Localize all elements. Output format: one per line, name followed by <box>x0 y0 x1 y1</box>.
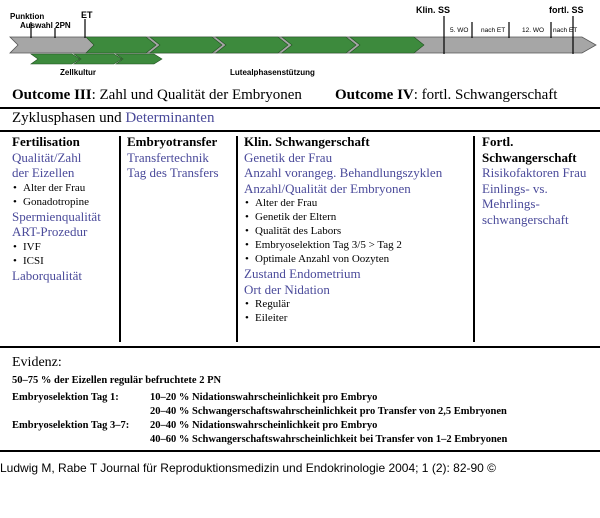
label-fortl-ss: fortl. SS <box>549 5 584 15</box>
fertilisation-list-1 <box>12 181 117 209</box>
label-klin-ss: Klin. SS <box>416 5 451 15</box>
list-item: • Gonadotropine <box>12 195 117 209</box>
luteal-arrows-main <box>86 37 424 53</box>
tick-nach-et-1: nach ET <box>481 27 506 34</box>
evidenz-sel1-b: 20–40 % Schwangerschaftswahrscheinlichkeit pro Transfer von 2,5 Embryonen <box>150 406 507 417</box>
fertilisation-t5: Laborqualität <box>12 267 83 283</box>
rule-top <box>0 107 600 109</box>
outcome-iv-text: : fortl. Schwangerschaft <box>413 87 558 103</box>
label-et: ET <box>81 10 93 20</box>
klin-t3: Anzahl/Qualität der Embryonen <box>244 180 411 196</box>
label-lutealphasenstuetzung: Lutealphasenstützung <box>230 68 315 77</box>
fertilisation-t4: ART-Prozedur <box>12 224 88 239</box>
list-item: • Alter der Frau <box>12 181 117 195</box>
outcome-iv <box>335 87 557 104</box>
fertilisation-list-2 <box>12 240 117 268</box>
fertilisation-t1: Qualität/Zahl <box>12 149 82 165</box>
section-title-a: Zyklusphasen und <box>12 110 126 126</box>
list-item: • Optimale Anzahl von Oozyten <box>244 252 472 266</box>
list-item: • Genetik der Eltern <box>244 210 472 224</box>
citation: Ludwig M, Rabe T Journal für Reproduktionsmedizin und Endokrinologie 2004; 1 (2): 82-90 © <box>0 461 497 475</box>
col-sep-3 <box>473 136 475 342</box>
section-title <box>12 110 214 127</box>
outcome-iii-label: Outcome III <box>12 87 92 103</box>
fortl-t2: Einlings- vs. <box>482 180 548 196</box>
fortl-t1: Risikofaktoren Frau <box>482 165 587 180</box>
klin-t2: Anzahl vorangeg. Behandlungszyklen <box>244 165 443 180</box>
fertilisation-t3: Spermienqualität <box>12 208 101 224</box>
rule-columns-top <box>0 130 600 132</box>
section-title-b: Determinanten <box>125 110 215 126</box>
fertilisation-t2: der Eizellen <box>12 165 75 180</box>
tick-5-wo: 5. WO <box>450 27 469 34</box>
col-sep-1 <box>119 136 121 342</box>
label-zellkultur: Zellkultur <box>60 68 97 77</box>
evidenz-sel2-b: 40–60 % Schwangerschaftswahrscheinlichkeit bei Transfer von 1–2 Embryonen <box>150 434 508 445</box>
fortl-header-2: Schwangerschaft <box>482 149 577 165</box>
list-item: • Eileiter <box>244 311 472 325</box>
tick-12-wo: 12. WO <box>522 27 545 34</box>
klin-list-1 <box>244 196 472 266</box>
column-fertilisation <box>12 134 117 283</box>
evidenz-sel1-a: 10–20 % Nidationswahrscheinlichkeit pro Embryo <box>150 392 378 403</box>
evidenz-sel1-label: Embryoselektion Tag 1: <box>12 392 119 403</box>
klin-list-2 <box>244 297 472 325</box>
evidenz-title: Evidenz: <box>12 355 62 370</box>
outcome-iii-text: : Zahl und Qualität der Embryonen <box>91 87 302 103</box>
klin-t5: Ort der Nidation <box>244 281 330 297</box>
klin-t4: Zustand Endometrium <box>244 266 361 281</box>
fertilisation-header: Fertilisation <box>12 134 80 149</box>
evidenz-line-1: 50–75 % der Eizellen regulär befruchtete 2 PN <box>12 375 222 386</box>
list-item: • Qualität des Labors <box>244 224 472 238</box>
fortl-header-1: Fortl. <box>482 134 514 149</box>
embryotransfer-t1: Transfertechnik <box>127 149 209 165</box>
list-item: • Embryoselektion Tag 3/5 > Tag 2 <box>244 238 472 252</box>
embryotransfer-t2: Tag des Transfers <box>127 165 219 180</box>
outcome-iv-label: Outcome IV <box>335 87 414 103</box>
evidenz-sel2-label: Embryoselektion Tag 3–7: <box>12 420 130 431</box>
label-punktion: Punktion <box>10 12 45 21</box>
column-fortl-schwangerschaft <box>482 134 598 227</box>
col-sep-2 <box>236 136 238 342</box>
fortl-t3: Mehrlings- <box>482 196 540 211</box>
tick-nach-et-2: nach ET <box>553 27 578 34</box>
rule-evidenz <box>0 346 600 348</box>
evidenz-sel2-a: 20–40 % Nidationswahrscheinlichkeit pro Embryo <box>150 420 378 431</box>
rule-bottom <box>0 450 600 452</box>
list-item: • Regulär <box>244 297 472 311</box>
column-klin-schwangerschaft <box>244 134 472 325</box>
list-item: • IVF <box>12 240 117 254</box>
fortl-t4: schwangerschaft <box>482 211 569 227</box>
klin-t1: Genetik der Frau <box>244 149 333 165</box>
label-auswahl-2pn: Auswahl 2PN <box>20 21 71 30</box>
column-embryotransfer <box>127 134 235 181</box>
zellkultur-arrows <box>31 54 162 64</box>
list-item: • Alter der Frau <box>244 196 472 210</box>
list-item: • ICSI <box>12 254 117 268</box>
klin-header: Klin. Schwangerschaft <box>244 134 370 149</box>
outcome-iii <box>12 87 302 104</box>
embryotransfer-header: Embryotransfer <box>127 134 218 149</box>
